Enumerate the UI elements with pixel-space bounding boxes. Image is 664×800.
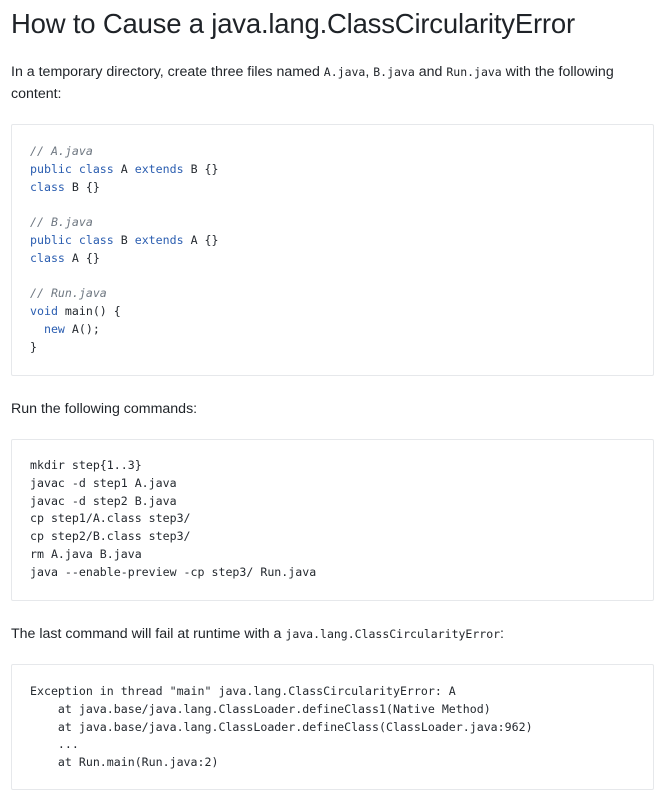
code-blank-line [30,268,635,286]
code-text: A(); [64,321,100,336]
source-code-block[interactable] [11,124,654,376]
output-line: at java.base/java.lang.ClassLoader.defineClass1(Native Method) [30,701,491,716]
page-title: How to Cause a java.lang.ClassCircularityError [11,8,575,39]
inline-code-a-java: A.java [323,65,366,79]
command-line: mkdir step{1..3} [30,458,142,472]
code-indent [30,322,44,336]
result-text-end: : [500,626,504,642]
code-line [30,285,635,303]
output-code-block[interactable] [11,664,654,790]
output-line: Exception in thread "main" java.lang.ClassCircularityError: A [30,684,456,698]
code-line [30,179,635,197]
code-keyword: void [30,304,58,319]
code-text: A {} [183,232,219,247]
command-line: cp step2/B.class step3/ [30,529,191,544]
commands-code-block[interactable] [11,439,654,601]
code-blank-line [30,196,635,214]
code-line [30,161,635,179]
code-keyword: class [30,250,65,265]
output-line: at Run.main(Run.java:2) [30,755,219,770]
code-text: B [113,232,135,247]
commands-code [30,457,635,582]
code-comment: // Run.java [30,286,107,301]
result-paragraph [11,623,653,645]
code-text: main() { [57,304,121,319]
intro-text-and: and [414,64,447,80]
inline-code-error-class: java.lang.ClassCircularityError [285,627,501,641]
command-line: cp step1/A.class step3/ [30,511,191,526]
code-comment: // A.java [30,144,93,158]
code-line [30,214,635,232]
code-line [30,321,635,339]
code-keyword: extends [134,232,184,247]
code-line [30,143,635,161]
inline-code-b-java: B.java [373,65,415,79]
code-keyword: class [30,179,65,194]
command-line: rm A.java B.java [30,546,142,561]
code-line [30,339,635,357]
code-keyword: new [43,321,65,336]
code-keyword: public class [30,161,114,176]
output-line: ... [30,737,79,752]
intro-paragraph [11,61,653,105]
code-keyword: public class [30,232,114,247]
code-text: A [113,161,135,176]
inline-code-run-java: Run.java [446,65,502,79]
intro-text-end: with the following content: [11,64,614,102]
code-text: B {} [64,179,100,194]
code-line [30,232,635,250]
command-line: javac -d step2 B.java [30,493,177,508]
output-line: at java.base/java.lang.ClassLoader.defineClass(ClassLoader.java:962) [30,719,533,734]
code-line [30,250,635,268]
code-line [30,303,635,321]
command-line: java --enable-preview -cp step3/ Run.java [30,564,317,579]
intro-text: In a temporary directory, create three files named [11,64,324,80]
code-text: } [30,339,37,354]
code-text: A {} [64,250,100,265]
output-code [30,683,635,772]
commands-intro: Run the following commands: [11,401,198,417]
code-comment: // B.java [30,215,93,230]
intro-separator: , [365,64,374,80]
command-line: javac -d step1 A.java [30,475,177,490]
result-text: The last command will fail at runtime with a [11,626,286,642]
code-keyword: extends [134,161,184,176]
code-text: B {} [183,161,219,176]
source-code [30,143,635,357]
